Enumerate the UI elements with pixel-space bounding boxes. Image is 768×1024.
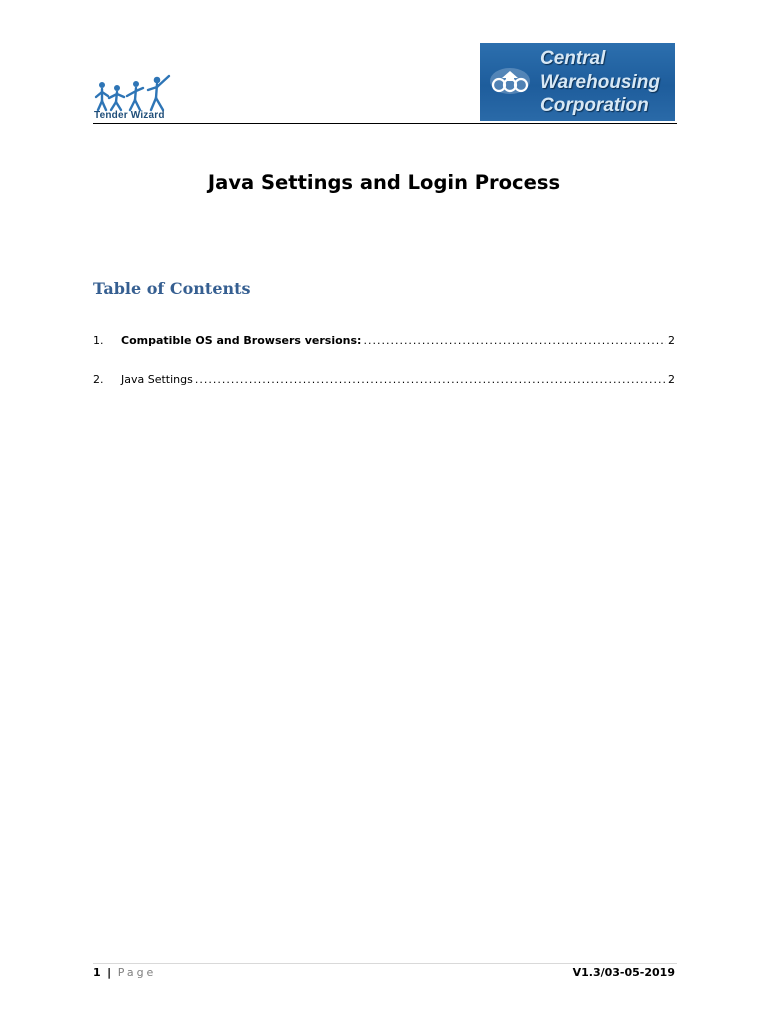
document-title: Java Settings and Login Process — [207, 171, 561, 194]
header-divider — [93, 123, 677, 124]
cwc-logo-line: Corporation — [540, 95, 649, 116]
toc-heading: Table of Contents — [93, 279, 251, 298]
toc-entry-text[interactable]: Compatible OS and Browsers versions: — [121, 334, 362, 347]
toc-entry-text[interactable]: Java Settings — [121, 373, 193, 386]
toc-entry[interactable] — [93, 334, 675, 350]
tender-wizard-logo-text: Tender Wizard — [94, 110, 165, 121]
toc-dot-leader — [195, 373, 666, 386]
people-figures-icon — [93, 72, 183, 112]
cwc-emblem-icon — [488, 66, 532, 96]
toc-entry-number: 2. — [93, 373, 104, 386]
toc-entry-page[interactable]: 2 — [668, 334, 675, 347]
toc-entry-number: 1. — [93, 334, 104, 347]
cwc-logo-line: Central — [540, 48, 606, 69]
footer-page-label: Page — [117, 966, 157, 979]
footer-separator: | — [107, 966, 112, 979]
toc-entry[interactable] — [93, 373, 675, 389]
footer-page-indicator — [93, 966, 156, 979]
cwc-logo-text — [540, 47, 660, 118]
toc-entry-page[interactable]: 2 — [668, 373, 675, 386]
cwc-logo-line: Warehousing — [540, 71, 660, 93]
footer-page-number: 1 — [93, 966, 101, 979]
toc-dot-leader — [363, 334, 666, 347]
footer-divider — [93, 963, 677, 964]
tender-wizard-logo — [93, 72, 183, 124]
footer-version: V1.3/03-05-2019 — [572, 966, 675, 979]
central-warehousing-corporation-logo — [480, 43, 675, 121]
